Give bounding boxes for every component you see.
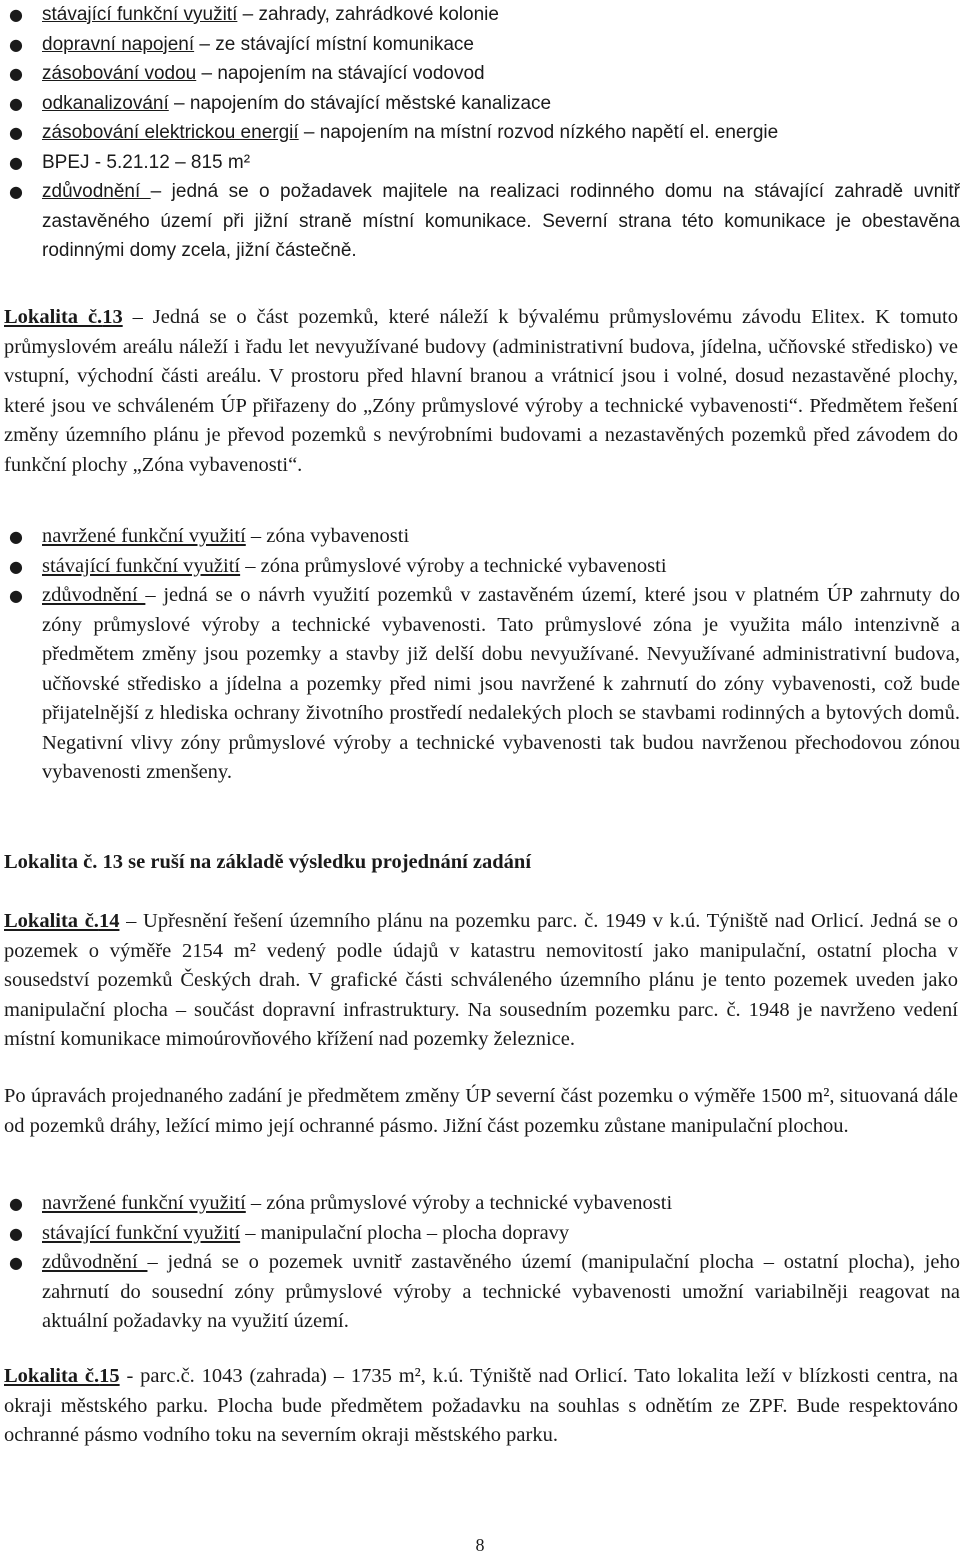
list-item: ● zásobování vodou – napojením na stávající vodovod <box>0 59 960 89</box>
page-number: 8 <box>475 1535 485 1555</box>
list-item: ● zdůvodnění – jedná se o návrh využití pozemků v zastavěném území, které jsou v platném ÚP zahrnuty do zóny průmyslové výroby a technické vybavenosti. Tato průmyslové zóna je využita málo intenzivně a předmětem změny jsou pozemky a stavby již delší dobu nevyužívané. Nevyužívané administrativní budova, učňovské středisko a jídelna a pozemky před nimi jsou navržené k zahrnutí do zóny vybavenosti, což bude přijatelnější z hlediska ochrany životního prostředí nedalekých ploch se stavbami rodinných a bytových domů. Negativní vlivy zóny průmyslové výroby a technické vybavenosti tak budou navrženou přechodovou zónou vybavenosti zmenšeny. <box>0 581 960 788</box>
lokalita-14-heading: Lokalita č. <box>4 910 99 932</box>
bullet-icon: ● <box>9 34 23 54</box>
list-item: ● BPEJ - 5.21.12 – 815 m² <box>0 148 960 178</box>
bullet-icon: ● <box>9 1253 23 1272</box>
list-item: ● navržené funkční využití – zóna průmyslové výroby a technické vybavenosti <box>0 1189 960 1219</box>
lokalita-13-paragraph: Lokalita č.13 – Jedná se o část pozemků, které náleží k bývalému průmyslovému závodu Elitex. K tomuto průmyslovém areálu náleží i řadu let nevyužívané budovy (administrativní budova, jídelna, učňovské středisko) ve vstupní, východní části areálu. V prostoru před hlavní branou a vrátnicí jsou i volné, dosud nezastavěné plochy, které jsou ve schváleném ÚP přiřazeny do „Zóny průmyslové výroby a technické vybavenosti“. Předmětem řešení změny územního plánu je převod pozemků s nevýrobními budovami a nezastavěných pozemků před závodem do funkční plochy „Zóna vybavenosti“. <box>4 306 958 476</box>
bullet-icon: ● <box>9 556 23 576</box>
bullet-icon: ● <box>9 123 23 142</box>
bullet-icon: ● <box>9 1194 23 1213</box>
list-item: ● stávající funkční využití – zahrady, zahrádkové kolonie <box>0 0 960 30</box>
bullet-icon: ● <box>9 93 23 113</box>
bullet-icon: ● <box>9 152 23 172</box>
list-item: ● stávající funkční využití – manipulační plocha – plocha dopravy <box>0 1219 960 1249</box>
lokalita-14-number: 14 <box>98 910 120 932</box>
bullet-icon: ● <box>9 182 23 201</box>
list-lokalita-13 <box>0 522 960 788</box>
lokalita-14-paragraph: Lokalita č.14 – Upřesnění řešení územního plánu na pozemku parc. č. 1949 v k.ú. Týniště nad Orlicí. Jedná se o pozemek o výměře 2154 m² vedený podle údajů v katastru nemovitostí jako manipulační, ostatní plocha v sousedství pozemků Českých drah. V grafické části schváleného územního plánu je tento pozemek uveden jako manipulační plocha – součást dopravní infrastruktury. Na sousedním pozemku parc. č. 1948 je navrženo vedení místní komunikace mimoúrovňového křížení nad pozemky železnice. <box>4 910 958 1050</box>
lokalita-15-paragraph: Lokalita č.15 - parc.č. 1043 (zahrada) – 1735 m², k.ú. Týniště nad Orlicí. Tato lokalita leží v blízkosti centra, na okraji městského parku. Plocha bude předmětem požadavku na souhlas s odnětím ze ZPF. Bude respektováno ochranné pásmo vodního toku na severním okraji městského parku. <box>4 1365 958 1446</box>
list-item: ● stávající funkční využití – zóna průmyslové výroby a technické vybavenosti <box>0 552 960 582</box>
list-item: ● zdůvodnění – jedná se o pozemek uvnitř zastavěného území (manipulační plocha – ostatní plocha), jeho zahrnutí do sousední zóny průmyslové výroby a technické vybavenosti umožní variabilněji reagovat na aktuální požadavky na využití území. <box>0 1248 960 1337</box>
bullet-icon: ● <box>9 527 23 546</box>
bullet-icon: ● <box>9 1223 23 1243</box>
list-item: ● dopravní napojení – ze stávající místní komunikace <box>0 30 960 60</box>
lokalita-13-cancel-note: Lokalita č. 13 se ruší na základě výsledku projednání zadání <box>4 851 532 873</box>
lokalita-14-paragraph-2: Po úpravách projednaného zadání je předmětem změny ÚP severní část pozemku o výměře 1500 m², situovaná dále od pozemků dráhy, ležící mimo její ochranné pásmo. Jižní část pozemku zůstane manipulační plochou. <box>4 1085 958 1137</box>
list-item: ● zásobování elektrickou energií – napojením na místní rozvod nízkého napětí el. energie <box>0 118 960 148</box>
list-item: ● zdůvodnění – jedná se o požadavek majitele na realizaci rodinného domu na stávající zahradě uvnitř zastavěného území při jižní straně místní komunikace. Severní strana této komunikace je obestavěna rodinnými domy zcela, jižní částečně. <box>0 177 960 266</box>
list-lokalita-12 <box>0 0 960 266</box>
list-item: ● odkanalizování – napojením do stávající městské kanalizace <box>0 89 960 119</box>
lokalita-15-heading: Lokalita č. <box>4 1365 100 1387</box>
bullet-icon: ● <box>9 64 23 83</box>
bullet-icon: ● <box>9 586 23 605</box>
lokalita-15-number: 15 <box>99 1365 120 1387</box>
bullet-icon: ● <box>9 5 23 24</box>
lokalita-13-number: 13 <box>102 306 123 328</box>
lokalita-13-heading: Lokalita č. <box>4 306 103 328</box>
list-item: ● navržené funkční využití – zóna vybavenosti <box>0 522 960 552</box>
list-lokalita-14 <box>0 1189 960 1337</box>
